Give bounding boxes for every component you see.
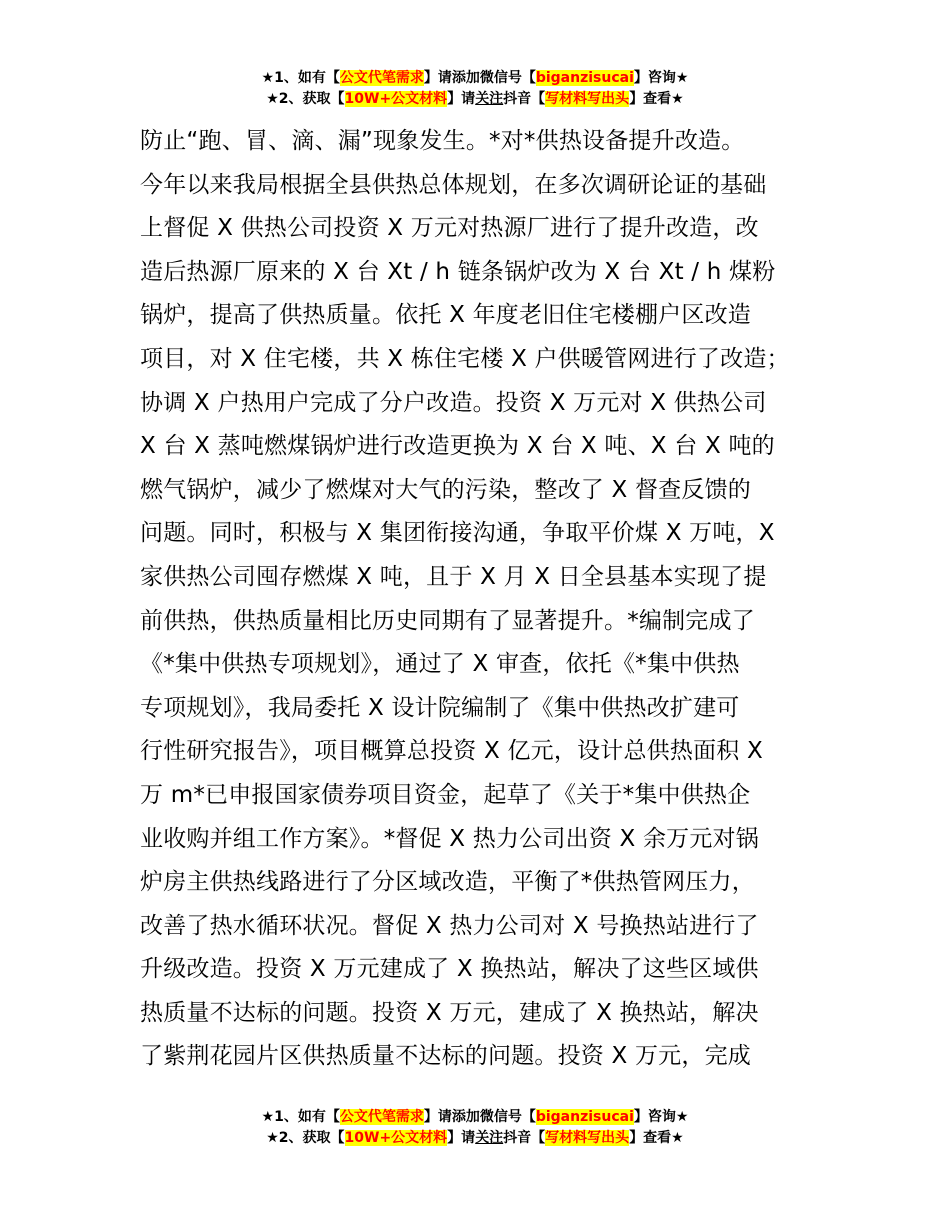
body-line: 专项规划》，我局委托 X 设计院编制了《集中供热改扩建可 xyxy=(140,694,740,721)
body-line: 前供热，供热质量相比历史同期有了显著提升。*编制完成了 xyxy=(140,607,755,634)
body-line: 上督促 X 供热公司投资 X 万元对热源厂进行了提升改造，改 xyxy=(140,215,759,242)
document-body xyxy=(140,120,840,1079)
banner-text: 】请添加微信号【 xyxy=(423,70,536,86)
body-line: 协调 X 户热用户完成了分户改造。投资 X 万元对 X 供热公司 xyxy=(140,389,767,416)
body-line: 炉房主供热线路进行了分区域改造，平衡了*供热管网压力， xyxy=(140,869,755,896)
highlight-service: 公文代笔需求 xyxy=(339,70,424,86)
header-banner xyxy=(0,68,950,110)
highlight-wechat-id: biganzisucai xyxy=(535,1109,634,1125)
highlight-account: 写材料写出头 xyxy=(545,1130,630,1146)
highlight-materials: 10W+公文材料 xyxy=(344,1130,448,1146)
banner-text: 】请 xyxy=(447,1130,476,1146)
body-line: 防止“跑、冒、滴、漏”现象发生。*对*供热设备提升改造。 xyxy=(140,128,745,154)
body-line: 热质量不达标的问题。投资 X 万元，建成了 X 换热站，解决 xyxy=(140,999,759,1026)
body-line: X 台 X 蒸吨燃煤锅炉进行改造更换为 X 台 X 吨、X 台 X 吨的 xyxy=(140,433,775,460)
banner-text: 】请添加微信号【 xyxy=(423,1109,536,1125)
body-line: 燃气锅炉，减少了燃煤对大气的污染，整改了 X 督查反馈的 xyxy=(140,476,751,503)
banner-text: 抖音【 xyxy=(503,91,546,107)
banner-line-1 xyxy=(0,68,950,89)
banner-text: ★1、如有【 xyxy=(261,1109,340,1125)
banner-line-2 xyxy=(0,1128,950,1149)
banner-text: ★1、如有【 xyxy=(261,70,340,86)
highlight-materials: 10W+公文材料 xyxy=(344,91,448,107)
banner-text: 】请 xyxy=(447,91,476,107)
body-line: 锅炉，提高了供热质量。依托 X 年度老旧住宅楼棚户区改造 xyxy=(140,302,751,329)
banner-text: 】查看★ xyxy=(629,1130,684,1146)
banner-line-2 xyxy=(0,89,950,110)
body-line: 项目，对 X 住宅楼，共 X 栋住宅楼 X 户供暖管网进行了改造； xyxy=(140,345,790,372)
highlight-service: 公文代笔需求 xyxy=(339,1109,424,1125)
body-line: 行性研究报告》，项目概算总投资 X 亿元，设计总供热面积 X xyxy=(140,738,763,765)
banner-text: ★2、获取【 xyxy=(266,1130,345,1146)
body-line: 了紫荆花园片区供热质量不达标的问题。投资 X 万元，完成 xyxy=(140,1043,751,1070)
body-line: 改善了热水循环状况。督促 X 热力公司对 X 号换热站进行了 xyxy=(140,912,759,939)
body-line: 造后热源厂原来的 X 台 Xt / h 链条锅炉改为 X 台 Xt / h 煤粉 xyxy=(140,258,776,285)
highlight-wechat-id: biganzisucai xyxy=(535,70,634,86)
banner-text: 】查看★ xyxy=(629,91,684,107)
body-line: 业收购并组工作方案》。*督促 X 热力公司出资 X 余万元对锅 xyxy=(140,825,759,852)
footer-banner xyxy=(0,1107,950,1149)
body-line: 问题。同时，积极与 X 集团衔接沟通，争取平价煤 X 万吨，X xyxy=(140,520,775,547)
underlined-follow: 关注 xyxy=(475,1130,504,1146)
body-line: 《*集中供热专项规划》，通过了 X 审查，依托《*集中供热 xyxy=(140,651,740,678)
highlight-account: 写材料写出头 xyxy=(545,91,630,107)
banner-text: 】咨询★ xyxy=(633,1109,689,1125)
banner-text: 】咨询★ xyxy=(633,70,689,86)
body-line: 家供热公司囤存燃煤 X 吨，且于 X 月 X 日全县基本实现了提 xyxy=(140,563,767,590)
banner-line-1 xyxy=(0,1107,950,1128)
banner-text: 抖音【 xyxy=(503,1130,546,1146)
body-line: 万 m*已申报国家债券项目资金，起草了《关于*集中供热企 xyxy=(140,781,751,808)
banner-text: ★2、获取【 xyxy=(266,91,345,107)
body-line: 升级改造。投资 X 万元建成了 X 换热站，解决了这些区域供 xyxy=(140,956,759,983)
underlined-follow: 关注 xyxy=(475,91,504,107)
body-line: 今年以来我局根据全县供热总体规划，在多次调研论证的基础 xyxy=(140,171,767,198)
